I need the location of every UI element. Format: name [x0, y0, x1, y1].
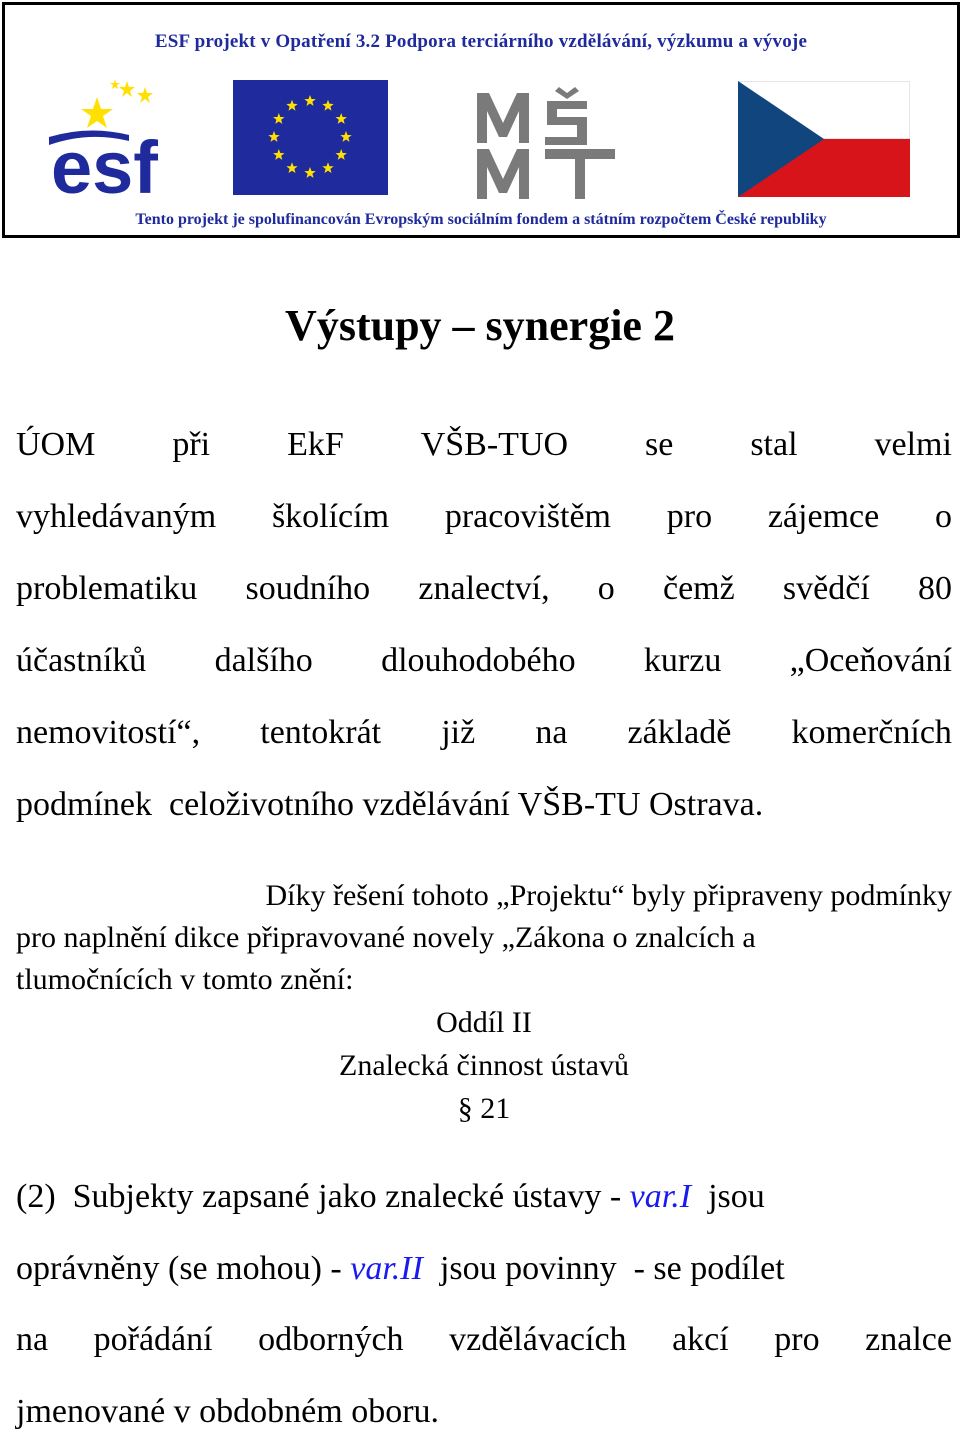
paragraph3-line1: [16, 1177, 952, 1217]
word: EkF: [287, 426, 344, 463]
paragraph3-line2: [16, 1249, 952, 1289]
header-top-text: ESF projekt v Opatření 3.2 Podpora terciárního vzdělávání, výzkumu a vývoje: [154, 31, 808, 52]
word: komerčních: [791, 714, 952, 751]
czech-flag: [738, 81, 910, 197]
paragraph3-line2-text: oprávněny (se mohou) -: [16, 1250, 351, 1287]
section-heading: Znalecká činnost ústavů: [339, 1049, 629, 1082]
word: se: [645, 426, 674, 463]
word: problematiku: [16, 570, 198, 607]
paragraph1-line4: [16, 641, 952, 681]
variant-2-label: var.II: [350, 1250, 423, 1287]
paragraph3-line4: jmenované v obdobném oboru.: [16, 1393, 440, 1430]
word: znalectví,: [418, 570, 550, 607]
paragraph1-line5: [16, 713, 952, 753]
section-oddil: Oddíl II: [436, 1006, 532, 1039]
paragraph3-line1-text: (2) Subjekty zapsané jako znalecké ústavy -: [16, 1178, 630, 1215]
word: akcí: [672, 1321, 729, 1358]
project-header: [2, 2, 960, 238]
paragraph2-line2: pro naplnění dikce připravované novely „Zákona o znalcích a: [16, 921, 756, 954]
word: svědčí: [782, 570, 870, 607]
word: nemovitostí“,: [16, 714, 201, 751]
word: účastníků: [16, 642, 147, 679]
paragraph3-line3: [16, 1320, 952, 1360]
word: „Oceňování: [789, 642, 952, 679]
word: kurzu: [643, 642, 722, 679]
word: odborných: [258, 1321, 404, 1358]
word: o: [934, 498, 952, 535]
word: velmi: [874, 426, 952, 463]
word: zájemce: [767, 498, 880, 535]
word: základě: [627, 714, 732, 751]
variant-1-label: var.I: [629, 1178, 692, 1215]
word: na: [16, 1321, 49, 1358]
word: školícím: [271, 498, 390, 535]
word: pracovištěm: [444, 498, 611, 535]
section-number: § 21: [457, 1092, 511, 1125]
paragraph3-line1-end: jsou: [691, 1178, 765, 1215]
word: stal: [750, 426, 798, 463]
word: VŠB-TUO: [420, 426, 569, 463]
paragraph1-line3: [16, 569, 952, 609]
paragraph1-line2: [16, 497, 952, 537]
page-title: Výstupy – synergie 2: [285, 301, 675, 350]
word: ÚOM: [16, 426, 96, 463]
word: 80: [917, 570, 952, 607]
msmt-logo-text: MŠMT: [475, 83, 478, 84]
word: na: [535, 714, 568, 751]
paragraph1-line1: [16, 425, 952, 465]
paragraph2-line1: Díky řešení tohoto „Projektu“ byly připraveny podmínky: [265, 879, 952, 912]
word: o: [597, 570, 615, 607]
paragraph2-line3: tlumočnících v tomto znění:: [16, 963, 354, 996]
word: pro: [774, 1321, 820, 1358]
paragraph3-line2-end: jsou povinny - se podílet: [422, 1250, 785, 1287]
word: soudního: [245, 570, 371, 607]
word: dlouhodobého: [381, 642, 576, 679]
word: vyhledávaným: [16, 498, 217, 535]
esf-logo: [49, 77, 209, 199]
word: již: [441, 714, 476, 751]
word: vzdělávacích: [449, 1321, 627, 1358]
word: znalce: [865, 1321, 952, 1358]
esf-logo-text: esf: [51, 126, 158, 199]
paragraph1-line6: podmínek celoživotního vzdělávání VŠB-TU Ostrava.: [16, 786, 764, 823]
word: při: [172, 426, 211, 463]
word: pro: [666, 498, 713, 535]
msmt-logo: [475, 83, 645, 201]
word: tentokrát: [260, 714, 382, 751]
word: čemž: [663, 570, 735, 607]
word: dalšího: [214, 642, 313, 679]
word: pořádání: [93, 1321, 213, 1358]
eu-flag-logo: [233, 80, 388, 195]
header-bottom-text: Tento projekt je spolufinancován Evropským sociálním fondem a státním rozpočtem České republiky: [135, 211, 827, 228]
